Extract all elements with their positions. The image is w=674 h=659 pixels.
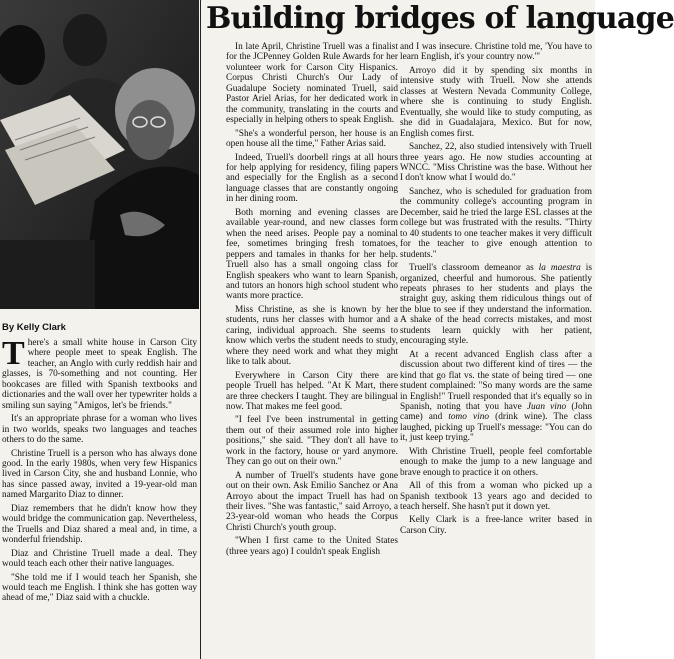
paragraph: Sanchez, 22, also studied intensively with Truell three years ago. He now studies accounting at WNCC. "Miss Christine was the base. Without her I don't know what I would do." xyxy=(400,142,592,184)
paragraph: Everywhere in Carson City there are people Truell has helped. "At K Mart, there are three checkers I taught. They are bilingual now. That makes me feel good. xyxy=(226,370,398,412)
paragraph: Christine Truell is a person who has always done good. In the early 1980s, when very few Hispanics lived in Carson City, she and husband Lonnie, who has since passed away, invited a 19-year-old man named Margarito Diaz to dinner. xyxy=(2,448,197,501)
text-run: is organized, cheerful and humorous. She patiently repeats phrases to her students and plays the straight guy, asking them ridiculous things out of the blue to see if they understand the information. A shake of the head corrects mistakes, and most students learn quickly with her patient, encouraging style. xyxy=(400,263,592,347)
article-column-1 xyxy=(2,335,197,607)
text-run: At a recent advanced English class after a discussion about two different kind of tires — the kind that go flat vs. the state of being tired — one student complained: "So many words are the same in English!" Truell responded that it's equally so in Spanish, noting that you have xyxy=(400,349,592,412)
paragraph: All of this from a woman who picked up a Spanish textbook 13 years ago and decided to teach herself. She hasn't put it down yet. xyxy=(400,481,592,513)
paragraph: Sanchez, who is scheduled for graduation from the community college's accounting program in December, said he tried the large ESL classes at the college but was frustrated with the results. "Thirty to 40 students to one teacher makes it very difficult for the teacher to give enough attention to students." xyxy=(400,186,592,260)
italic-text: tomo vino xyxy=(448,412,490,423)
paragraph: In late April, Christine Truell was a finalist for the JCPenney Golden Rule Awards for her volunteer work for Carson City Hispanics. Corpus Christi Church's Our Lady of Guadalupe Society nominated Truell, said Pastor Ariel Arias, for her dedicated work in the community, translating in the courts and especially in helping others to speak English. xyxy=(226,42,398,126)
text-run: (John came) and xyxy=(400,401,592,423)
paragraph: A number of Truell's students have gone out on their own. Ask Emilio Sanchez or Ana Arroyo about the impact Truell has had on their lives. "She was fantastic," said Arroyo, a 23-year-old woman who heads the Corpus Christi Church's youth group. xyxy=(226,470,398,533)
paragraph: Arroyo did it by spending six months in intensive study with Truell. Now she attends classes at Western Nevada Community College, where she is continuing to study English. Eventually, she would like to study computing, as she did in Guadalajara, Mexico. But for now, English comes first. xyxy=(400,65,592,139)
italic-text: la maestra xyxy=(538,263,581,274)
paragraph: "I feel I've been instrumental in getting them out of their assumed role into higher positions," she said. "They don't all have to work in the factory, house or yard anymore. They can go out on their own." xyxy=(226,415,398,468)
paragraph xyxy=(400,263,592,347)
byline: By Kelly Clark xyxy=(2,322,66,333)
paragraph xyxy=(400,350,592,444)
paragraph: It's an appropriate phrase for a woman who lives in two worlds, speaks two languages and teaches others to do the same. xyxy=(2,414,197,446)
paragraph: "She told me if I would teach her Spanish, she would teach me English. I think she has gotten way ahead of me," Diaz said with a chuckle. xyxy=(2,572,197,604)
paragraph: "She's a wonderful person, her house is an open house all the time," Father Arias said. xyxy=(226,128,398,150)
paragraph xyxy=(2,335,197,411)
paragraph: Miss Christine, as she is known by her students, runs her classes with humor and a caring, individual approach. She seems to know which verbs the student needs to study, where they need work and what they might like to talk about. xyxy=(226,304,398,368)
italic-text: Juan vino xyxy=(526,401,567,412)
paragraph: Kelly Clark is a free-lance writer based in Carson City. xyxy=(400,515,592,536)
photo-illustration xyxy=(0,0,199,309)
paragraph: Diaz and Christine Truell made a deal. They would teach each other their native languages. xyxy=(2,548,197,570)
paragraph: With Christine Truell, people feel comfortable enough to make the jump to a new language and brave enough to practice it on others. xyxy=(400,446,592,478)
paragraph: "When I first came to the United States (three years ago) I couldn't speak English xyxy=(226,536,398,557)
headline: Building bridges of language xyxy=(206,1,674,36)
article-column-3 xyxy=(400,42,592,539)
paragraph: Indeed, Truell's doorbell rings at all hours for help applying for residency, filing papers and especially for the English as a second language classes that are constantly ongoing in her dining room. xyxy=(226,152,398,205)
paragraph-text: here's a small white house in Carson City where people meet to speak English. The teacher, an Anglo with curly reddish hair and glasses, is 70-something and not counting. Her bookcases are filled with Spanish textbooks and dictionaries and the wall over her typewriter holds a smiling sun saying "Amigos, let's be friends." xyxy=(2,338,197,411)
paragraph: Diaz remembers that he didn't know how they would bridge the communication gap. Nevertheless, the Truells and Diaz shared a meal and, in time, a wonderful friendship. xyxy=(2,503,197,546)
column-rule xyxy=(200,0,201,659)
text-run: (drink wine). The class laughed, picking up Truell's message: "You can do it, just keep trying." xyxy=(400,412,592,444)
article-photo xyxy=(0,0,199,309)
drop-cap: T xyxy=(2,335,25,372)
text-run: Truell's classroom demeanor as xyxy=(409,263,539,274)
paragraph: and I was insecure. Christine told me, 'You have to learn English, it's your country now.'" xyxy=(400,42,592,63)
paragraph: Both morning and evening classes are available year-round, and new classes form when the need arises. People pay a nominal fee, sometimes bringing fresh tomatoes, peppers and tamales in thanks for her help. Truell also has a small ongoing class for English speakers who want to learn Spanish, and tutors an honors high school student who wants more practice. xyxy=(226,207,398,302)
article-column-2 xyxy=(226,42,398,560)
